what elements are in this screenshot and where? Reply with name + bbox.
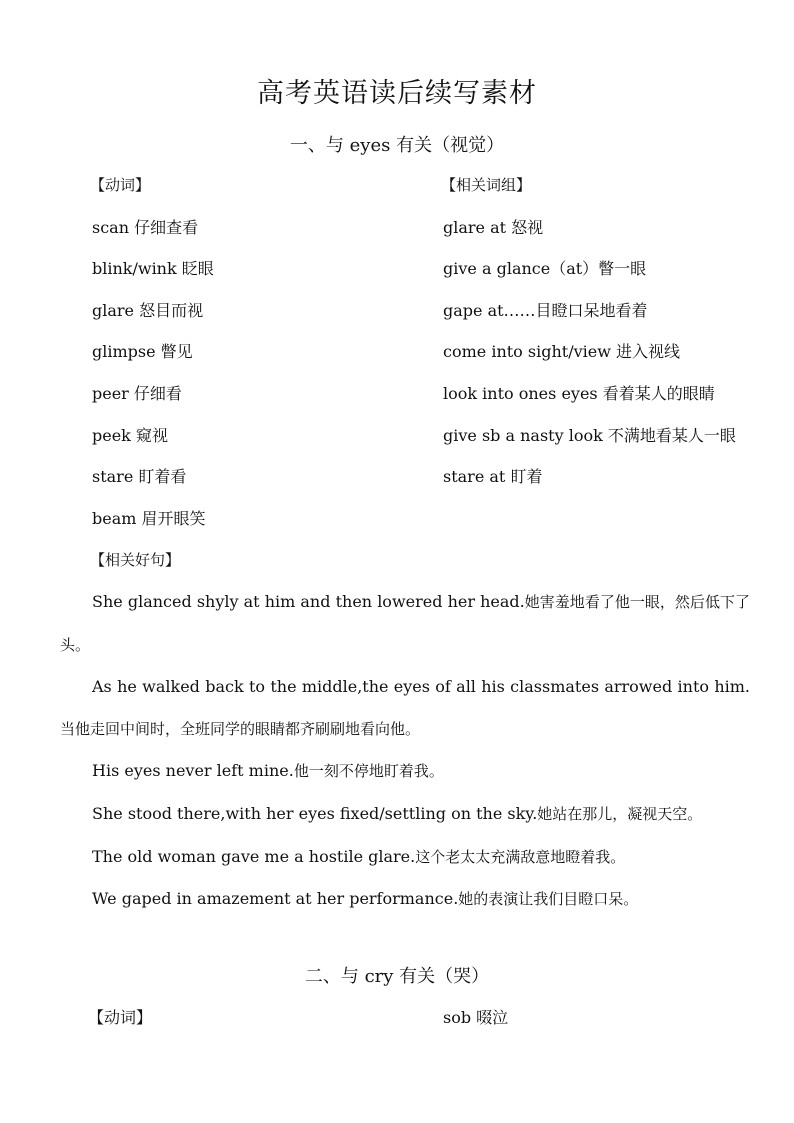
sentence-english: She glanced shyly at him and then lowered her head. xyxy=(92,592,525,611)
example-sentence xyxy=(60,581,750,666)
cry-verb-item: sob 啜泣 xyxy=(443,1008,509,1027)
phrase-item: come into sight/view 进入视线 xyxy=(443,342,680,362)
example-sentence xyxy=(60,793,750,836)
sentences-block xyxy=(60,581,750,921)
verb-item: peer 仔细看 xyxy=(92,383,182,403)
phrases-column xyxy=(443,165,773,498)
sentence-english: She stood there,with her eyes fixed/settling on the sky. xyxy=(92,803,538,823)
sentence-chinese: 她站在那儿，凝视天空。 xyxy=(537,804,703,823)
sentence-chinese: 她的表演让我们目瞪口呆。 xyxy=(458,890,639,909)
sentence-english: As he walked back to the middle,the eyes of all his classmates arrowed into him. xyxy=(92,677,750,697)
example-sentence xyxy=(60,666,750,750)
phrase-item: gape at……目瞪口呆地看着 xyxy=(443,300,648,320)
phrase-item: give a glance（at）瞥一眼 xyxy=(443,259,647,279)
verb-item: peek 窥视 xyxy=(92,425,168,445)
section-heading-eyes: 一、与 eyes 有关（视觉） xyxy=(289,135,505,156)
phrases-label: 【相关词组】 xyxy=(441,176,532,194)
sentence-chinese: 这个老太太充满敌意地瞪着我。 xyxy=(415,847,626,866)
example-sentence xyxy=(60,878,750,921)
sentence-chinese: 当他走回中间时，全班同学的眼睛都齐刷刷地看向他。 xyxy=(60,719,421,738)
verb-item: glare 怒目而视 xyxy=(92,300,204,320)
sentences-label: 【相关好句】 xyxy=(90,551,181,569)
verb-item: blink/wink 眨眼 xyxy=(92,259,214,279)
verb-item: beam 眉开眼笑 xyxy=(92,508,206,528)
example-sentence xyxy=(60,750,750,793)
verb-item: glimpse 瞥见 xyxy=(92,342,193,362)
sentence-chinese: 他一刻不停地盯着我。 xyxy=(293,762,444,781)
document-title: 高考英语读后续写素材 xyxy=(257,78,537,109)
phrase-item: stare at 盯着 xyxy=(443,467,543,487)
verbs-label-cry: 【动词】 xyxy=(88,1008,153,1027)
sentence-chinese: 她害羞地看了他一眼，然后低下了头。 xyxy=(60,593,750,654)
sentence-english: We gaped in amazement at her performance. xyxy=(92,889,459,909)
phrase-item: glare at 怒视 xyxy=(443,217,544,237)
phrase-item: look into ones eyes 看着某人的眼睛 xyxy=(443,383,715,403)
verb-item: scan 仔细查看 xyxy=(92,217,199,237)
sentence-english: His eyes never left mine. xyxy=(92,761,294,781)
section-heading-cry: 二、与 cry 有关（哭） xyxy=(304,966,490,987)
phrase-item: give sb a nasty look 不满地看某人一眼 xyxy=(443,425,736,445)
example-sentence xyxy=(60,836,750,879)
verbs-column xyxy=(92,165,422,539)
sentence-english: The old woman gave me a hostile glare. xyxy=(92,846,416,866)
verb-item: stare 盯着看 xyxy=(92,467,187,487)
verbs-label: 【动词】 xyxy=(90,176,151,194)
